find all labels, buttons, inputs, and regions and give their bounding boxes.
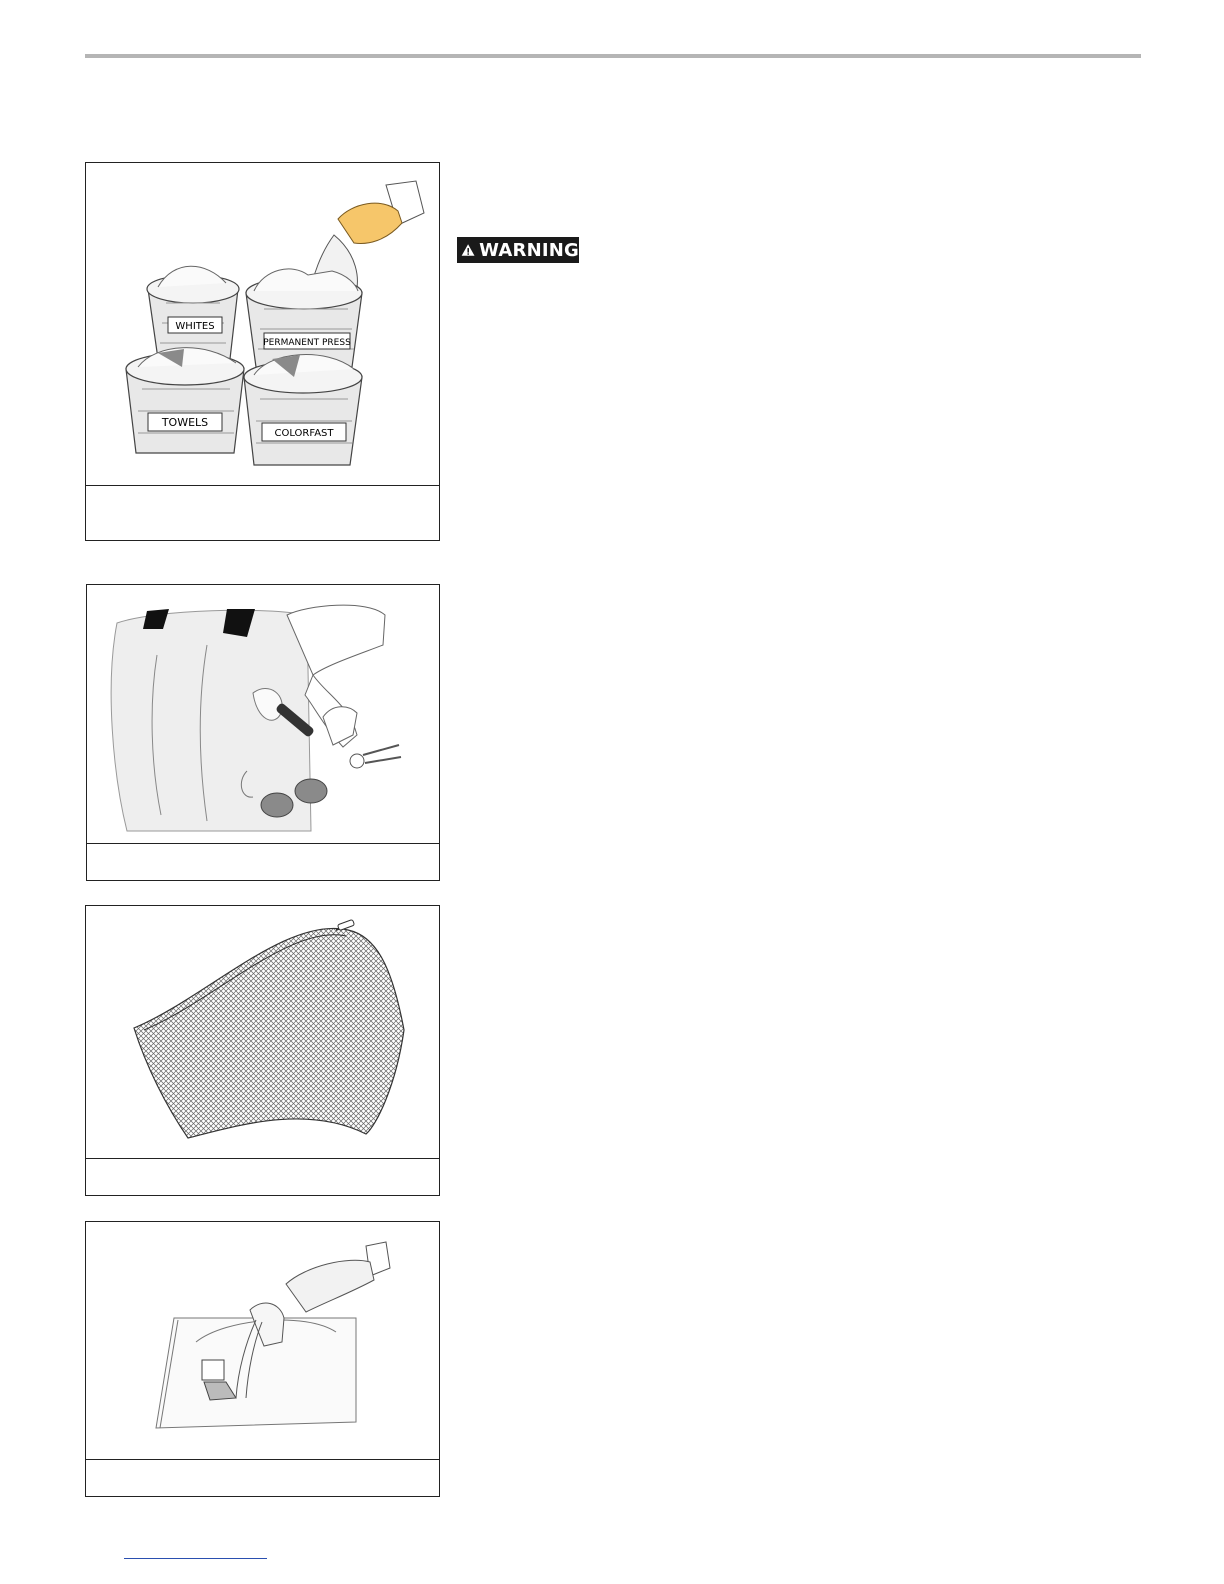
- basket-label-whites: WHITES: [175, 321, 215, 332]
- figure-sort-laundry: [85, 162, 440, 541]
- figure-caption-bar: [86, 485, 439, 540]
- basket-label-permanent-press: PERMANENT PRESS: [263, 338, 351, 348]
- warning-text: WARNING: [479, 239, 579, 261]
- mesh-bag-illustration: [86, 906, 439, 1159]
- basket-whites: [147, 266, 239, 359]
- footer-link-underline[interactable]: [124, 1558, 267, 1559]
- laundry-baskets-illustration: [86, 163, 439, 486]
- figure-caption-bar: [86, 1158, 439, 1195]
- pour-dispenser-illustration: [86, 1222, 439, 1460]
- warning-label: [457, 237, 579, 263]
- basket-label-towels: TOWELS: [161, 416, 209, 429]
- basket-label-colorfast: COLORFAST: [274, 428, 334, 439]
- figure-caption-bar: [86, 1459, 439, 1496]
- empty-pockets-illustration: [87, 585, 439, 843]
- exclamation-triangle-icon: [461, 240, 475, 260]
- basket-permanent-press: [246, 269, 362, 367]
- figure-caption-bar: [87, 843, 439, 880]
- top-rule: [85, 54, 1141, 58]
- figure-pour-into-dispenser: [85, 1221, 440, 1497]
- figure-empty-pockets: [86, 584, 440, 881]
- basket-towels: [126, 348, 244, 453]
- figure-mesh-garment-bag: [85, 905, 440, 1196]
- basket-colorfast: [244, 355, 362, 465]
